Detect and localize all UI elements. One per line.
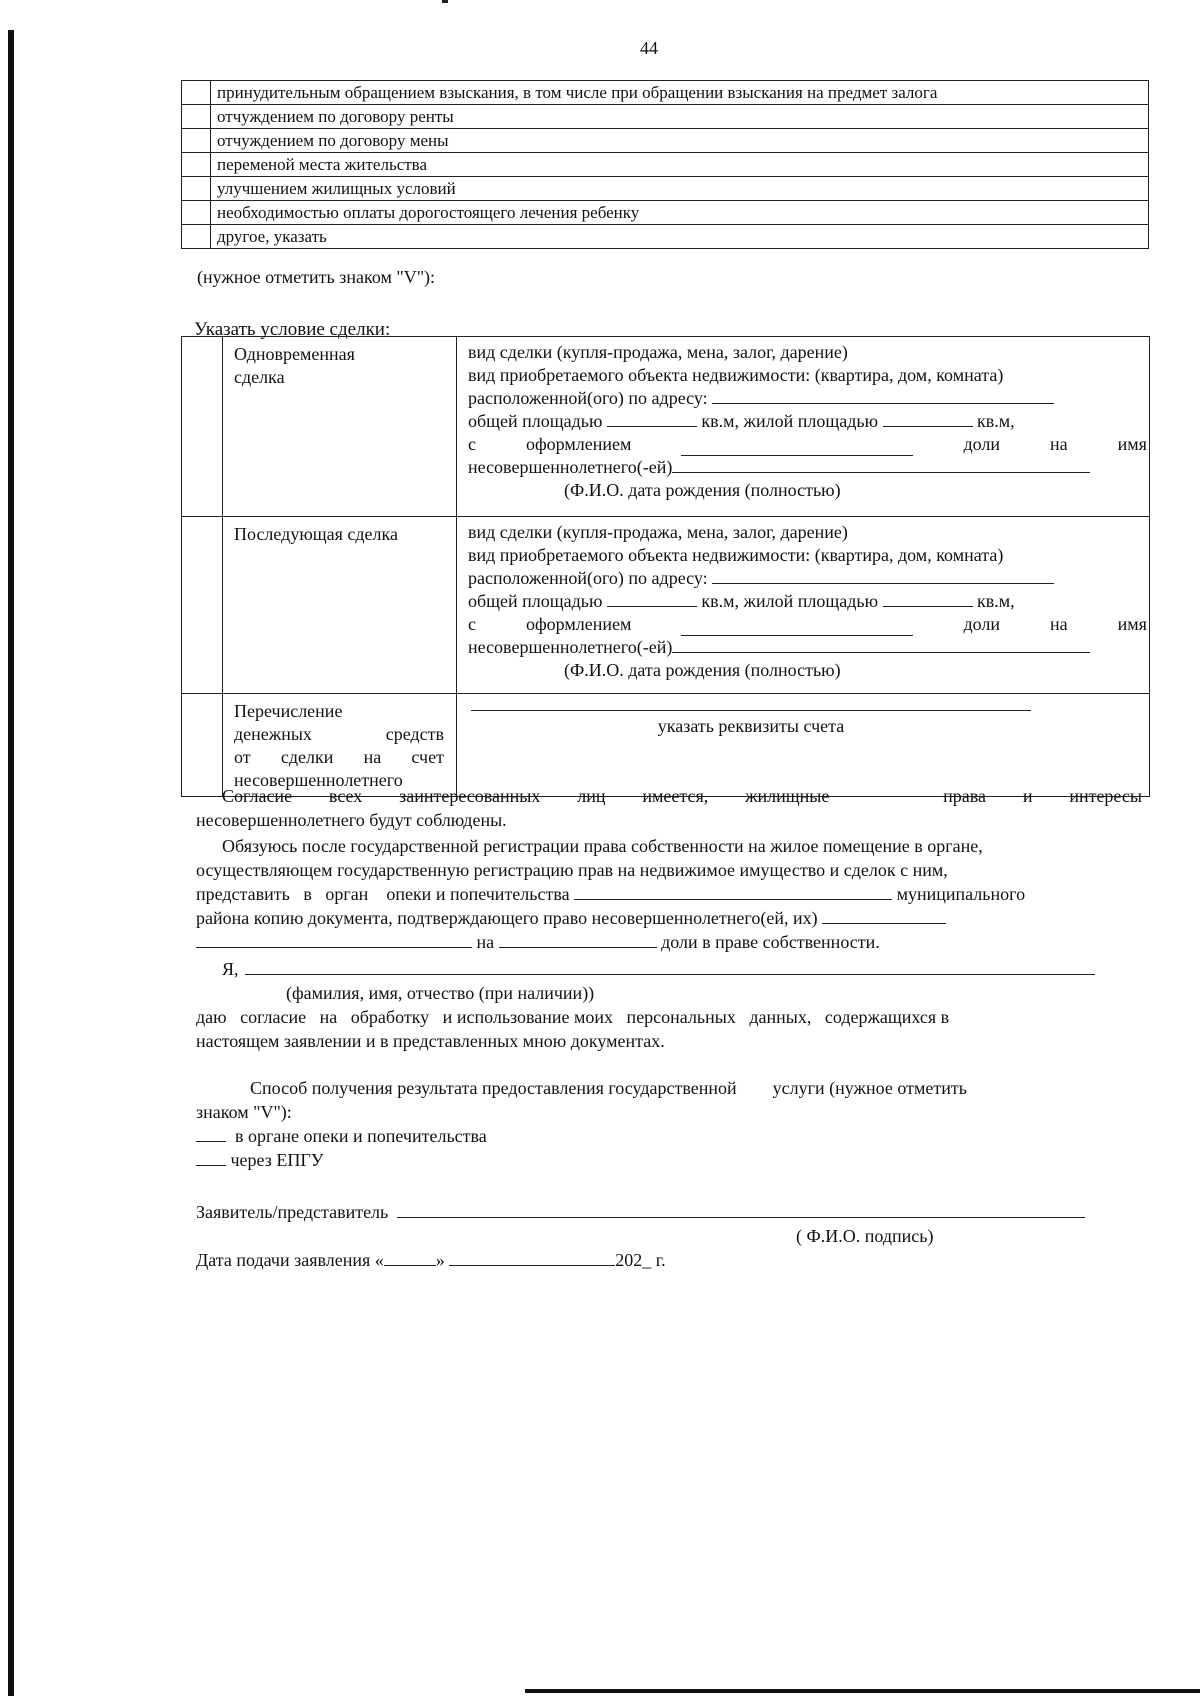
living-area-field[interactable] [883, 590, 973, 607]
obligation-text: муниципального [896, 884, 1026, 904]
method-option-checkbox[interactable] [196, 1149, 226, 1166]
method-option-checkbox[interactable] [196, 1125, 226, 1142]
total-area-field[interactable] [607, 590, 697, 607]
personal-data-line: даю согласие на обработку и использование моих персональных данных, содержащихся в [196, 1007, 950, 1027]
reason-label: улучшением жилищных условий [211, 177, 1149, 201]
reason-checkbox[interactable] [182, 129, 211, 153]
scan-artifact [442, 0, 448, 3]
address-line [468, 387, 1149, 410]
reasons-row [182, 105, 1149, 129]
reasons-row [182, 225, 1149, 249]
condition-label-word: сделки [280, 747, 334, 767]
total-area-field[interactable] [607, 410, 697, 427]
deal-type-line: вид сделки (купля-продажа, мена, залог, дарение) [468, 522, 848, 542]
living-area-label: кв.м, жилой площадью [701, 411, 879, 431]
reason-label: отчуждением по договору мены [211, 129, 1149, 153]
minor-caption: (Ф.И.О. дата рождения (полностью) [564, 480, 841, 500]
obligation-line: осуществляющем государственную регистрацию прав на недвижимое имущество и сделок с ним, [196, 860, 948, 880]
consent-word: лиц [577, 786, 606, 806]
condition-label-line: Перечисление [234, 701, 343, 721]
scan-edge-bottom [525, 1689, 1200, 1693]
sqm-label: кв.м, [977, 411, 1015, 431]
minor-label: несовершеннолетнего(-ей) [468, 457, 673, 477]
minor-label: несовершеннолетнего(-ей) [468, 637, 673, 657]
minor-name-field[interactable] [672, 456, 1090, 473]
conditions-table [181, 336, 1150, 797]
minor-line [468, 456, 1149, 479]
reason-checkbox[interactable] [182, 225, 211, 249]
obligation-text: района копию документа, подтверждающего право несовершеннолетнего(ей, их) [196, 908, 818, 928]
condition-label-word: средств [385, 724, 444, 744]
address-line [468, 567, 1149, 590]
condition-row-transfer [182, 694, 1150, 797]
signature-block [196, 1200, 1142, 1272]
method-line: знаком "V"): [196, 1102, 292, 1122]
page-number: 44 [640, 38, 658, 58]
share-word: оформлением [526, 434, 632, 454]
obligation-line [196, 930, 1142, 954]
obligation-text: доли в праве собственности. [661, 932, 880, 952]
condition-label-line [234, 723, 444, 746]
address-label: расположенной(ого) по адресу: [468, 568, 708, 588]
reasons-table [181, 80, 1149, 249]
signature-label: Заявитель/представитель [196, 1202, 389, 1222]
reasons-note: (нужное отметить знаком "V"): [197, 267, 436, 287]
condition-label-word: от [234, 747, 251, 767]
method-line: Способ получения результата предоставления государственной услуги (нужное отметить [250, 1078, 967, 1098]
condition-label [223, 337, 457, 517]
personal-data-block [196, 957, 1142, 1053]
condition-label-line: сделка [234, 367, 285, 387]
sqm-label: кв.м, [977, 591, 1015, 611]
area-line [468, 590, 1149, 613]
share-word: доли [963, 434, 1000, 454]
consent-word: и [1022, 786, 1033, 806]
i-label: Я, [222, 959, 239, 979]
area-label: общей площадью [468, 591, 603, 611]
living-area-field[interactable] [883, 410, 973, 427]
condition-label [223, 694, 457, 797]
condition-checkbox[interactable] [182, 337, 223, 517]
share-field[interactable] [681, 439, 913, 456]
spacer [866, 784, 906, 808]
condition-label-word: счет [411, 747, 444, 767]
conditions-title: Указать условие сделки: [194, 319, 391, 340]
minor-caption: (Ф.И.О. дата рождения (полностью) [564, 660, 841, 680]
signature-field[interactable] [397, 1201, 1085, 1218]
minors-field[interactable] [822, 907, 946, 924]
consent-word: Согласие [222, 786, 293, 806]
address-field[interactable] [712, 567, 1054, 584]
condition-label [223, 517, 457, 694]
reason-label: принудительным обращением взыскания, в том числе при обращении взыскания на предмет залога [211, 81, 1149, 105]
consent-line [196, 784, 1142, 808]
method-block [196, 1076, 1142, 1172]
obligation-line: Обязуюсь после государственной регистрации права собственности на жилое помещение в органе, [222, 836, 983, 856]
condition-row-simultaneous [182, 337, 1150, 517]
personal-data-line: настоящем заявлении и в представленных мною документах. [196, 1031, 665, 1051]
condition-body [457, 694, 1150, 797]
consent-word: права [943, 786, 986, 806]
living-area-label: кв.м, жилой площадью [701, 591, 879, 611]
reason-label: другое, указать [211, 225, 1149, 249]
consent-block [196, 784, 1142, 832]
address-field[interactable] [712, 387, 1054, 404]
obligation-text: представить в орган опеки и попечительства [196, 884, 570, 904]
share-word: на [1050, 434, 1068, 454]
reasons-row [182, 153, 1149, 177]
applicant-signature-line [196, 1200, 1142, 1224]
share-owner-field[interactable] [196, 931, 472, 948]
consent-word: всех [328, 786, 363, 806]
obligation-block [196, 834, 1142, 954]
applicant-name-line [196, 957, 1142, 981]
share-amount-field[interactable] [499, 931, 657, 948]
date-label: Дата подачи заявления « [196, 1250, 384, 1270]
obligation-text: на [476, 932, 495, 952]
reasons-row [182, 81, 1149, 105]
spacer [468, 698, 1149, 710]
account-caption: указать реквизиты счета [657, 716, 845, 736]
share-field[interactable] [681, 619, 913, 636]
condition-label-word: на [363, 747, 382, 767]
signature-caption: ( Ф.И.О. подпись) [796, 1226, 934, 1246]
reason-checkbox[interactable] [182, 153, 211, 177]
share-word: на [1050, 614, 1068, 634]
date-label: » [435, 1250, 445, 1270]
reasons-row [182, 177, 1149, 201]
reason-label: переменой места жительства [211, 153, 1149, 177]
reason-checkbox[interactable] [182, 105, 211, 129]
condition-body [457, 517, 1150, 694]
share-word: имя [1117, 434, 1147, 454]
date-line [196, 1248, 1142, 1272]
condition-checkbox[interactable] [182, 694, 223, 797]
deal-type-line: вид сделки (купля-продажа, мена, залог, дарение) [468, 342, 848, 362]
condition-label-word: денежных [234, 724, 312, 744]
reason-checkbox[interactable] [182, 81, 211, 105]
minor-name-field[interactable] [672, 636, 1090, 653]
minor-line [468, 636, 1149, 659]
method-option-label: в органе опеки и попечительства [235, 1126, 487, 1146]
consent-word: интересы [1069, 786, 1142, 806]
area-line [468, 410, 1149, 433]
object-type-line: вид приобретаемого объекта недвижимости: (квартира, дом, комната) [468, 545, 1004, 565]
address-label: расположенной(ого) по адресу: [468, 388, 708, 408]
reasons-row [182, 201, 1149, 225]
condition-label-line: несовершеннолетнего [234, 770, 403, 790]
obligation-line [196, 906, 1142, 930]
applicant-name-field[interactable] [245, 958, 1095, 975]
consent-word: имеется, [642, 786, 709, 806]
reason-label: необходимостью оплаты дорогостоящего лечения ребенку [211, 201, 1149, 225]
method-option[interactable] [196, 1148, 1142, 1172]
guardianship-body-field[interactable] [574, 883, 892, 900]
share-line [468, 613, 1147, 636]
share-word: доли [963, 614, 1000, 634]
consent-line: несовершеннолетнего будут соблюдены. [196, 810, 507, 830]
consent-word: жилищные [745, 786, 830, 806]
reason-checkbox[interactable] [182, 177, 211, 201]
share-word: оформлением [526, 614, 632, 634]
condition-label-line: Одновременная [234, 344, 355, 364]
share-word: с [468, 614, 476, 634]
method-option[interactable] [196, 1124, 1142, 1148]
method-option-label: через ЕПГУ [230, 1150, 324, 1170]
date-month-field[interactable] [449, 1249, 615, 1266]
share-word: с [468, 434, 476, 454]
condition-label-line: Последующая сделка [234, 524, 398, 544]
reason-label: отчуждением по договору ренты [211, 105, 1149, 129]
condition-checkbox[interactable] [182, 517, 223, 694]
consent-word: заинтересованных [399, 786, 541, 806]
date-day-field[interactable] [384, 1249, 436, 1266]
condition-label-line [234, 746, 444, 769]
condition-body [457, 337, 1150, 517]
share-line [468, 433, 1147, 456]
obligation-line [196, 882, 1142, 906]
share-word: имя [1117, 614, 1147, 634]
applicant-name-caption: (фамилия, имя, отчество (при наличии)) [286, 983, 595, 1003]
area-label: общей площадью [468, 411, 603, 431]
object-type-line: вид приобретаемого объекта недвижимости: (квартира, дом, комната) [468, 365, 1004, 385]
scan-edge-left [8, 30, 14, 1696]
condition-row-subsequent [182, 517, 1150, 694]
reason-checkbox[interactable] [182, 201, 211, 225]
date-year: 202_ г. [615, 1250, 666, 1270]
reasons-row [182, 129, 1149, 153]
